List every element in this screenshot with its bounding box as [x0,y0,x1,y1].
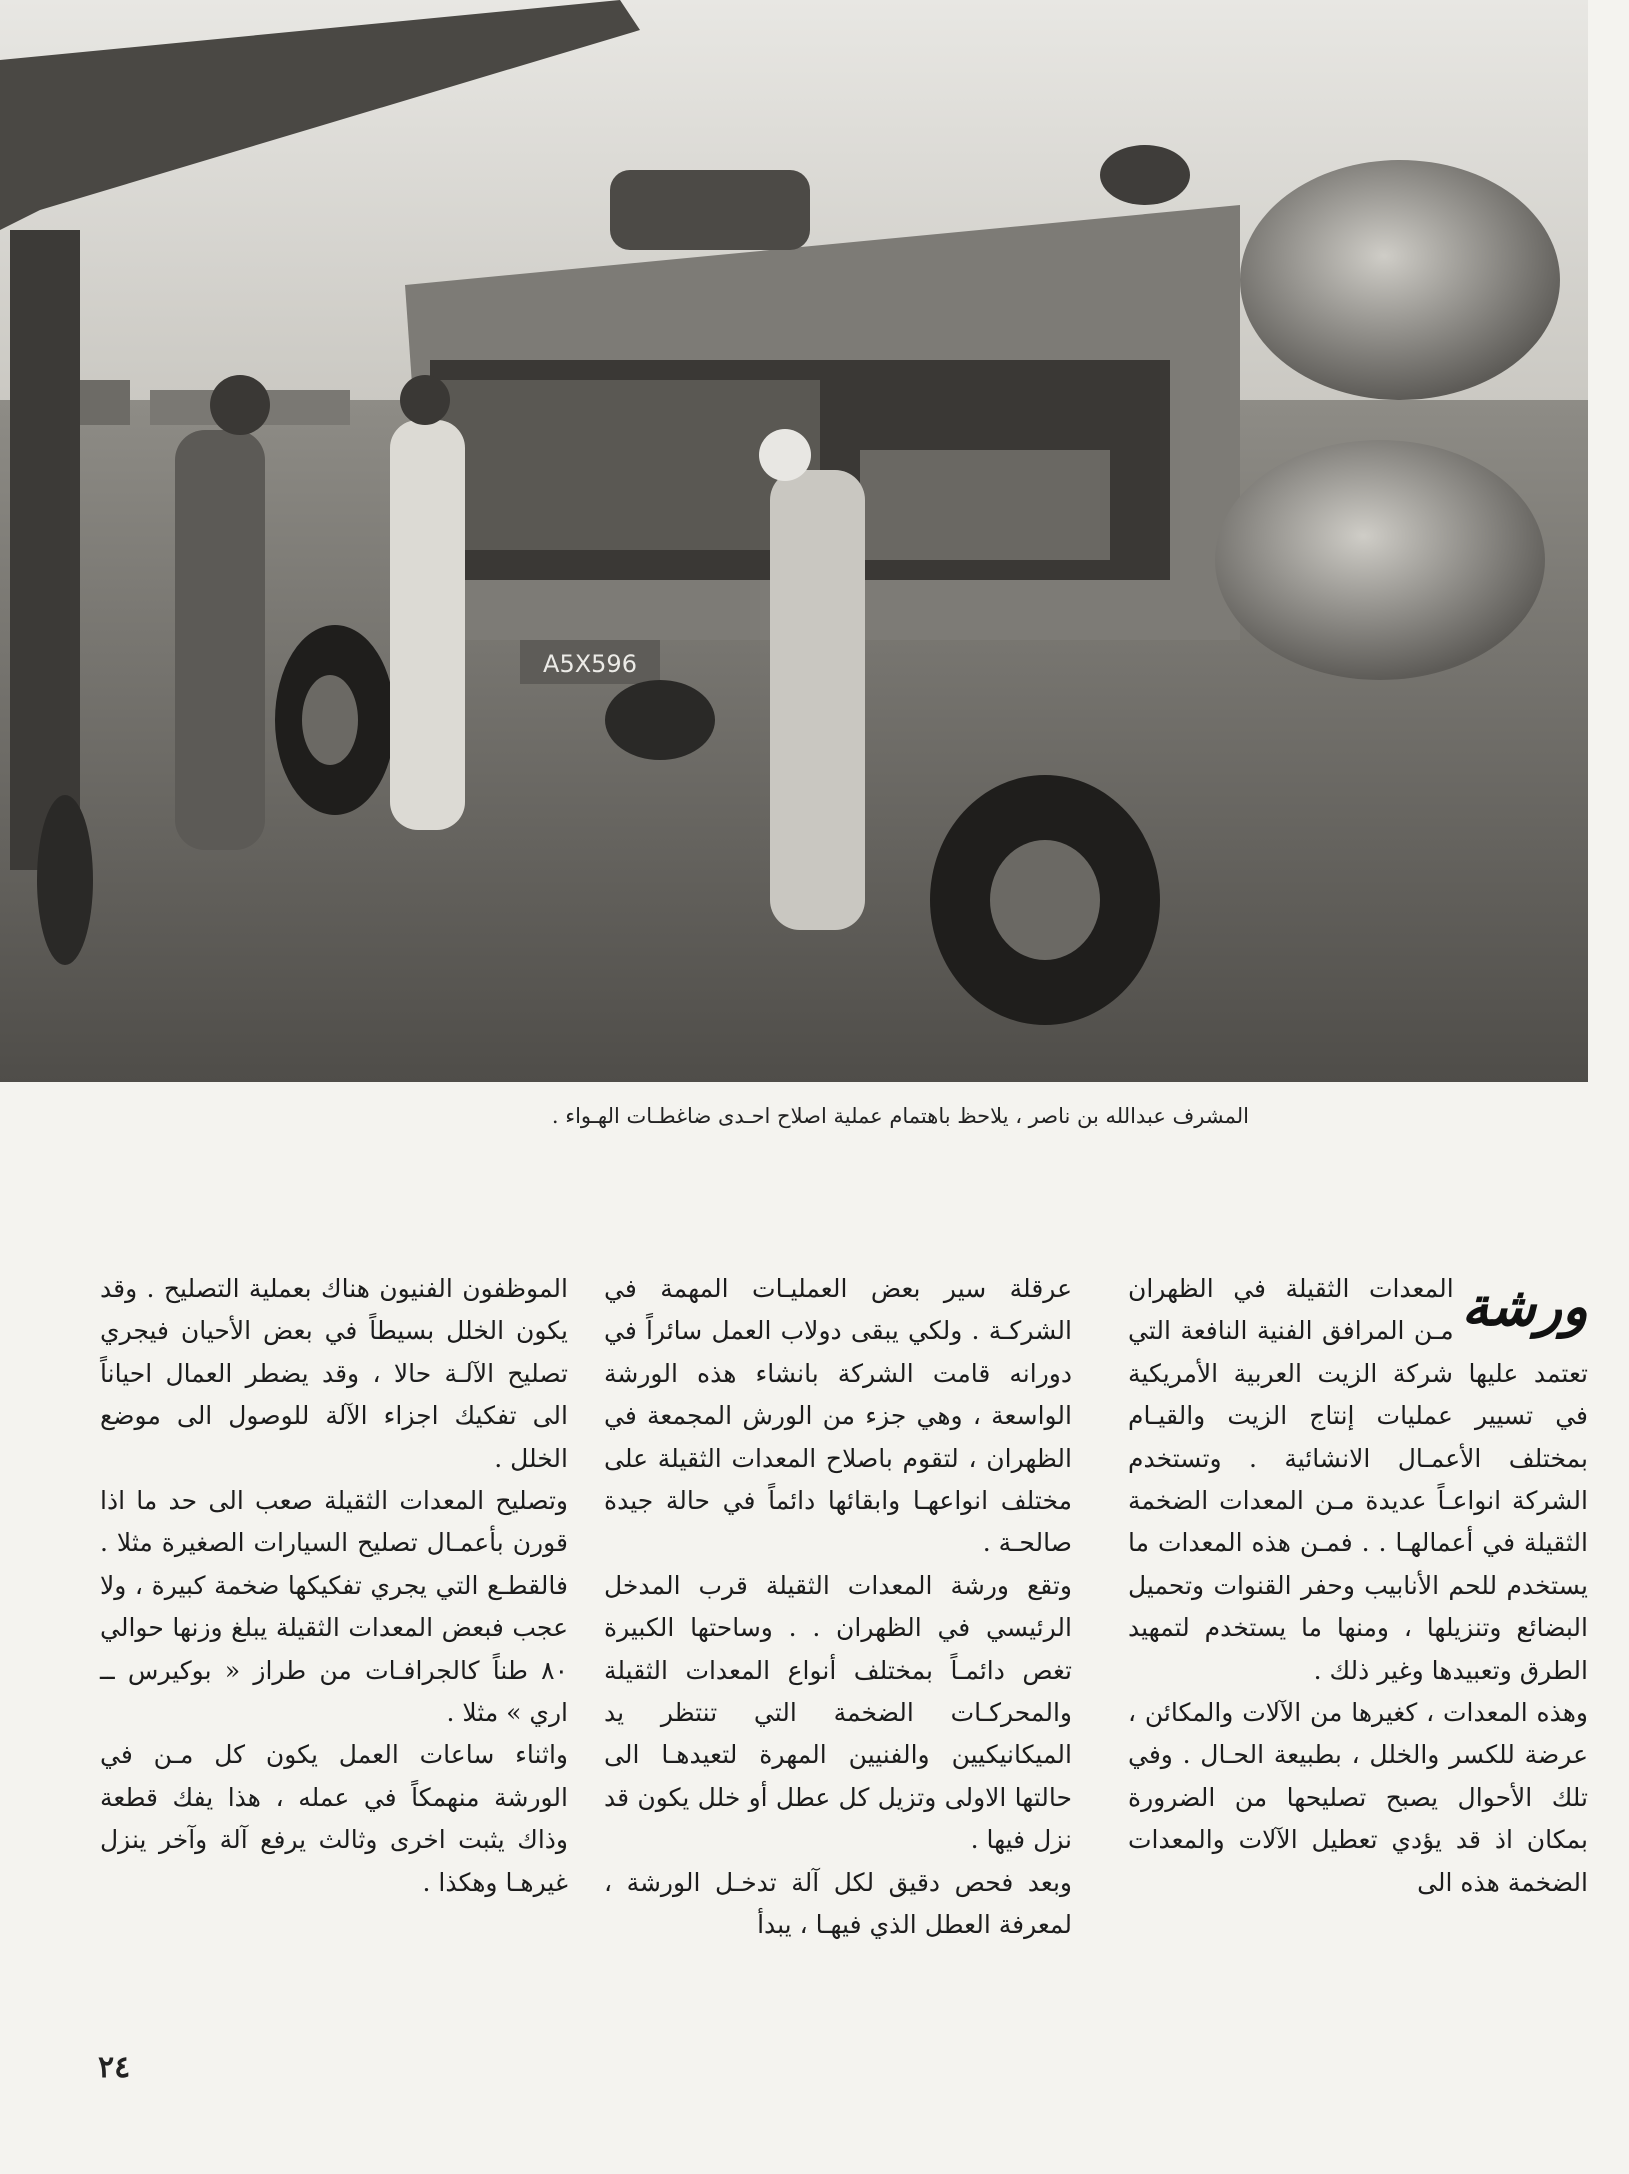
photo-illustration [0,0,1588,1082]
paragraph: وبعد فحص دقيق لكل آلة تدخـل الورشة ، لمعرفة العطل الذي فيهـا ، يبدأ [604,1867,1072,1940]
workshop-photo [0,0,1588,1082]
column-left [100,1268,568,2038]
paragraph: واثناء ساعات العمل يكون كل مـن في الورشة منهمكاً في عمله ، هذا يفك قطعة وذاك يثبت اخرى وثالث يرفع آلة وآخر ينزل غيرهـا وهكذا . [100,1740,568,1897]
title-word: ورشة [1461,1274,1588,1338]
column-right [1128,1268,1588,2038]
paragraph-text: المعدات الثقيلة في الظهران مـن المرافق الفنية النافعة التي تعتمد عليها شركة الزيت العربية الأمريكية في تسيير عمليات إنتاج الزيت والقيـام بمختلف الأعمـال الانشائية . وتستخدم الشركة انواعـاً عديدة مـن المعدات الضخمة الثقيلة في أعمالهـا . . فمـن هذه المعدات ما يستخدم للحم الأنابيب وحفر القنوات وتحميل البضائع وتنزيلها ، ومنها ما يستخدم لتمهيد الطرق وتعبيدها وغير ذلك . [1128,1274,1588,1685]
plate-text: A5X596 [543,650,637,678]
paragraph: وتصليح المعدات الثقيلة صعب الى حد ما اذا قورن بأعمـال تصليح السيارات الصغيرة مثلا . فالقطـع التي يجري تفكيكها ضخمة كبيرة ، ولا عجب فبعض المعدات الثقيلة يبلغ وزنها حوالي ٨٠ طناً كالجرافـات من طراز « بوكيرس ــ اري » مثلا . [100,1486,568,1728]
paragraph: وهذه المعدات ، كغيرها من الآلات والمكائن ، عرضة للكسر والخلل ، بطبيعة الحـال . وفي تلك الأحوال يصبح تصليحها من الضرورة بمكان اذ قد يؤدي تعطيل الآلات والمعدات الضخمة هذه الى [1128,1698,1588,1897]
paragraph: الموظفون الفنيون هناك بعملية التصليح . وقد يكون الخلل بسيطاً في بعض الأحيان فيجري تصليح الآلـة حالا ، وقد يضطر العمال احياناً الى تفكيك اجزاء الآلة للوصول الى موضع الخلل . [100,1274,568,1473]
photo-caption: المشرف عبدالله بن ناصر ، يلاحظ باهتمام عملية اصلاح احـدى ضاغطـات الهـواء . [551,1104,1249,1128]
paragraph: عرقلة سير بعض العمليـات المهمة في الشركـة . ولكي يبقى دولاب العمل سائراً في دورانه قامت الشركة بانشاء هذه الورشة الواسعة ، وهي جزء من الورش المجمعة في الظهران ، لتقوم باصلاح المعدات الثقيلة على مختلف انواعهـا وابقائها دائماً في حالة جيدة صالحـة . [604,1274,1072,1558]
paragraph [1128,1268,1588,1692]
paragraph: وتقع ورشة المعدات الثقيلة قرب المدخل الرئيسي في الظهران . . وساحتها الكبيرة تغص دائمـاً بمختلف أنواع المعدات الثقيلة والمحركـات الضخمة التي تنتظر يد الميكانيكيين والفنيين المهرة لتعيدهـا الى حالتها الاولى وتزيل كل عطل أو خلل يكون قد نزل فيها . [604,1570,1072,1855]
column-middle [604,1268,1072,2038]
page-number: ٢٤ [98,2050,131,2085]
